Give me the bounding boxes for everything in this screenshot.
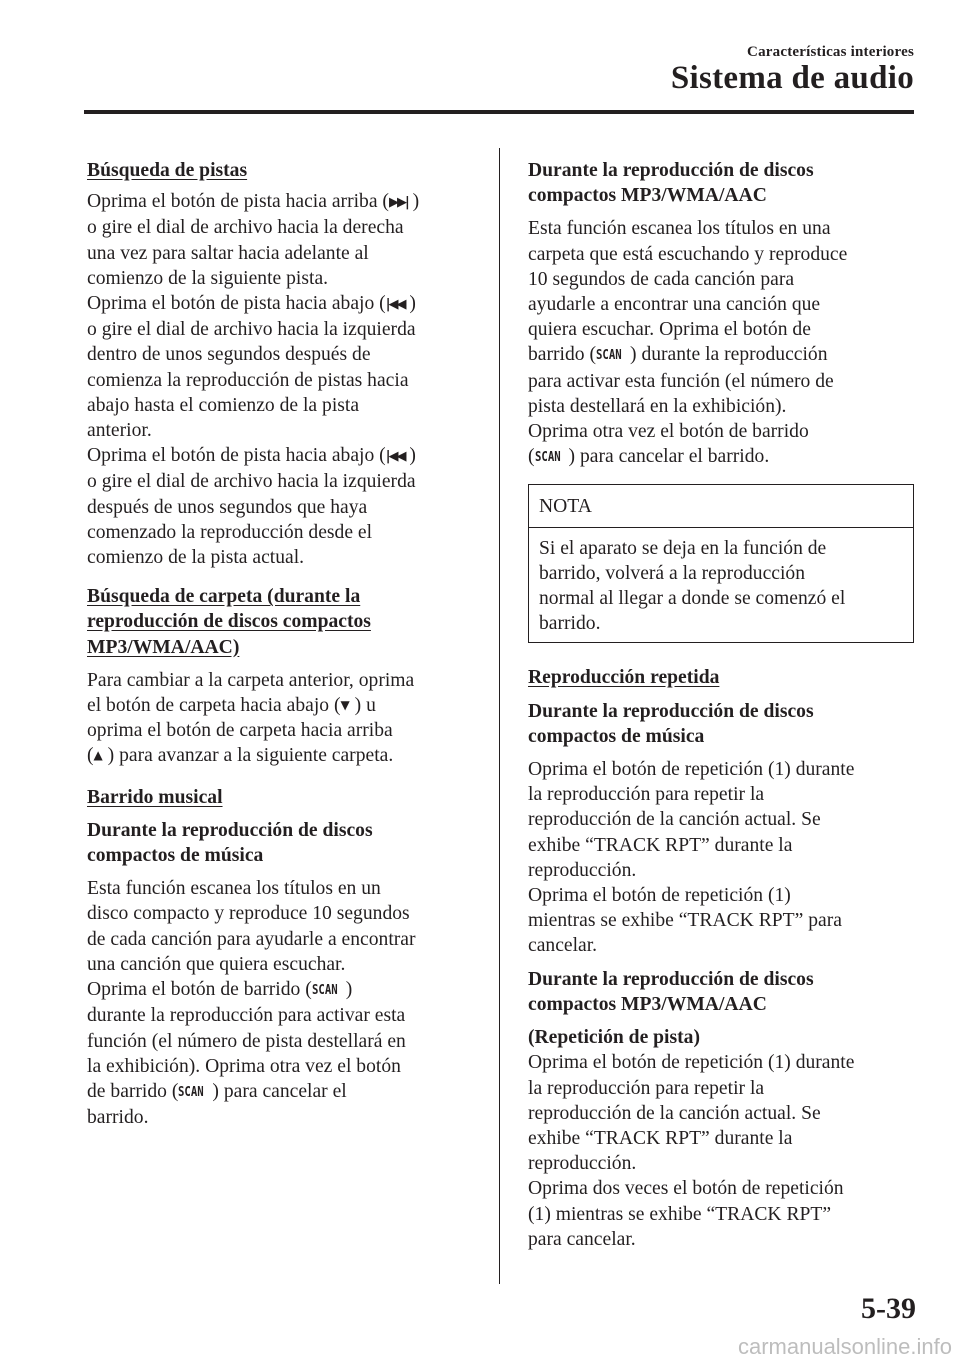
paragraph-line: [87, 977, 473, 1003]
text: Oprima el botón de pista hacia abajo (: [87, 445, 386, 467]
section-heading: reproducción de discos compactos: [87, 611, 371, 633]
text: ): [409, 293, 416, 315]
note-body: [529, 528, 913, 643]
header-rule: [84, 110, 914, 114]
paragraph-line: [87, 1079, 473, 1105]
paragraph-line: Oprima el botón de repetición (1): [528, 885, 791, 907]
paragraph-line: reproducción.: [528, 1153, 637, 1175]
header-section: Características interiores: [747, 44, 914, 60]
paragraph-line: quiera escuchar. Oprima el botón de: [528, 319, 811, 341]
left-column: [87, 158, 473, 1138]
section-heading: Búsqueda de carpeta (durante la: [87, 586, 361, 608]
paragraph-line: [87, 743, 473, 768]
text: Oprima el botón de pista hacia arriba (: [87, 191, 389, 213]
subheading: compactos MP3/WMA/AAC: [528, 993, 767, 1015]
section-heading: Búsqueda de pistas: [87, 160, 248, 181]
folder-down-icon: ▼: [340, 698, 350, 713]
paragraph-line: para activar esta función (el número de: [528, 370, 834, 392]
subheading: Durante la reproducción de discos: [528, 968, 814, 990]
text: (: [87, 745, 94, 767]
paragraph-line: abajo hasta el comienzo de la pista: [87, 394, 360, 416]
paragraph-line: Oprima el botón de repetición (1) durante: [528, 1052, 855, 1074]
paragraph-line: una vez para saltar hacia adelante al: [87, 242, 369, 264]
paragraph-line: reproducción.: [528, 859, 637, 881]
paragraph-line: cancelar.: [528, 935, 598, 957]
mp3-scan-section: [528, 158, 918, 470]
paragraph-line: dentro de unos segundos después de: [87, 344, 371, 366]
note-line: barrido, volverá a la reproducción: [539, 562, 806, 584]
note-line: normal al llegar a donde se comenzó el: [539, 588, 846, 610]
paragraph-line: la exhibición). Oprima otra vez el botón: [87, 1055, 401, 1077]
text: ) para cancelar el: [212, 1080, 347, 1102]
paragraph-line: carpeta que está escuchando y reproduce: [528, 243, 848, 265]
paragraph-line: comienzo de la siguiente pista.: [87, 267, 329, 289]
paragraph-line: o gire el dial de archivo hacia la izquierda: [87, 471, 416, 493]
note-line: Si el aparato se deja en la función de: [539, 537, 827, 559]
note-line: barrido.: [539, 613, 601, 635]
paragraph-line: mientras se exhibe “TRACK RPT” para: [528, 910, 842, 932]
paragraph-line: anterior.: [87, 420, 152, 442]
paragraph-line: la reproducción para repetir la: [528, 1077, 765, 1099]
subheading: Durante la reproducción de discos: [87, 819, 373, 841]
text: ): [409, 445, 416, 467]
paragraph-line: Oprima el botón de repetición (1) durante: [528, 759, 855, 781]
paragraph-line: [87, 693, 473, 718]
paragraph-line: (1) mientras se exhibe “TRACK RPT”: [528, 1203, 832, 1225]
text: ): [345, 979, 353, 1001]
paragraph-line: [87, 443, 473, 469]
text: ): [412, 191, 420, 213]
text: Oprima el botón de pista hacia abajo (: [87, 293, 386, 315]
note-title: NOTA: [529, 485, 913, 527]
subheading: Durante la reproducción de discos: [528, 700, 814, 722]
paragraph-line: exhibe “TRACK RPT” durante la: [528, 1127, 793, 1149]
paragraph-line: [528, 342, 918, 368]
paragraph-line: o gire el dial de archivo hacia la izquierda: [87, 319, 416, 341]
text: barrido (: [528, 344, 597, 366]
subheading: compactos de música: [528, 725, 705, 747]
subheading: Durante la reproducción de discos: [528, 160, 814, 181]
text: ) para cancelar el barrido.: [568, 446, 770, 468]
paragraph-line: [528, 444, 918, 470]
text: ) durante la reproducción: [630, 344, 828, 366]
music-scan-section: [87, 785, 473, 1131]
paragraph-line: 10 segundos de cada canción para: [528, 268, 795, 290]
text: Oprima el botón de barrido (: [87, 979, 312, 1001]
section-heading: Reproducción repetida: [528, 667, 720, 689]
paragraph-line: pista destellará en la exhibición).: [528, 395, 787, 417]
paragraph-line: una canción que quiera escuchar.: [87, 953, 346, 975]
scan-button-icon: SCAN: [534, 450, 561, 466]
paragraph-line: Esta función escanea los títulos en una: [528, 218, 831, 240]
paragraph-line: durante la reproducción para activar esta: [87, 1005, 406, 1027]
paragraph-line: comienza la reproducción de pistas hacia: [87, 369, 409, 391]
paragraph-line: reproducción de la canción actual. Se: [528, 809, 821, 831]
page-title: Sistema de audio: [670, 60, 914, 96]
paragraph-line: ayudarle a encontrar una canción que: [528, 294, 821, 316]
paragraph-line: Oprima otra vez el botón de barrido: [528, 421, 809, 443]
paragraph-line: [87, 189, 473, 215]
page-number: 5-39: [861, 1292, 916, 1325]
paragraph-line: de cada canción para ayudarle a encontrar: [87, 928, 416, 950]
text: (: [528, 446, 535, 468]
paragraph-line: comienzo de la pista actual.: [87, 547, 305, 569]
track-prev-icon: |◀◀: [385, 297, 405, 313]
note-box: [528, 484, 914, 643]
text: de barrido (: [87, 1080, 179, 1102]
scan-button-icon: SCAN: [178, 1084, 205, 1100]
section-heading: MP3/WMA/AAC): [87, 636, 240, 658]
paragraph-line: barrido.: [87, 1107, 149, 1129]
paragraph-line: Esta función escanea los títulos en un: [87, 878, 381, 900]
paragraph-line: función (el número de pista destellará en: [87, 1030, 406, 1052]
paragraph-line: Oprima dos veces el botón de repetición: [528, 1178, 844, 1200]
paragraph-line: [87, 291, 473, 317]
folder-up-icon: ▲: [93, 748, 103, 763]
section-heading: Barrido musical: [87, 786, 223, 808]
text: ) para avanzar a la siguiente carpeta.: [107, 745, 394, 767]
subheading: compactos de música: [87, 845, 264, 867]
subheading: (Repetición de pista): [528, 1027, 700, 1049]
paragraph-line: Para cambiar a la carpeta anterior, oprima: [87, 669, 415, 691]
track-prev-icon: |◀◀: [385, 449, 405, 465]
column-divider: [499, 148, 500, 1284]
watermark: carmanualsonline.info: [737, 1334, 952, 1359]
paragraph-line: oprima el botón de carpeta hacia arriba: [87, 720, 393, 742]
paragraph-line: después de unos segundos que haya: [87, 496, 368, 518]
right-column: [528, 158, 918, 1260]
text: ) u: [354, 695, 376, 717]
repeat-section: [528, 665, 918, 1251]
scan-button-icon: SCAN: [596, 348, 622, 364]
scan-button-icon: SCAN: [311, 983, 338, 999]
paragraph-line: disco compacto y reproduce 10 segundos: [87, 903, 410, 925]
paragraph-line: para cancelar.: [528, 1228, 636, 1250]
paragraph-line: reproducción de la canción actual. Se: [528, 1102, 821, 1124]
paragraph-line: comenzado la reproducción desde el: [87, 521, 373, 543]
paragraph-line: o gire el dial de archivo hacia la derecha: [87, 217, 404, 239]
track-next-icon: ▶▶|: [388, 195, 408, 211]
subheading: compactos MP3/WMA/AAC: [528, 185, 767, 207]
folder-search-section: [87, 584, 473, 768]
paragraph-line: la reproducción para repetir la: [528, 784, 765, 806]
paragraph-line: exhibe “TRACK RPT” durante la: [528, 834, 793, 856]
track-search-section: [87, 158, 473, 570]
text: el botón de carpeta hacia abajo (: [87, 695, 341, 717]
